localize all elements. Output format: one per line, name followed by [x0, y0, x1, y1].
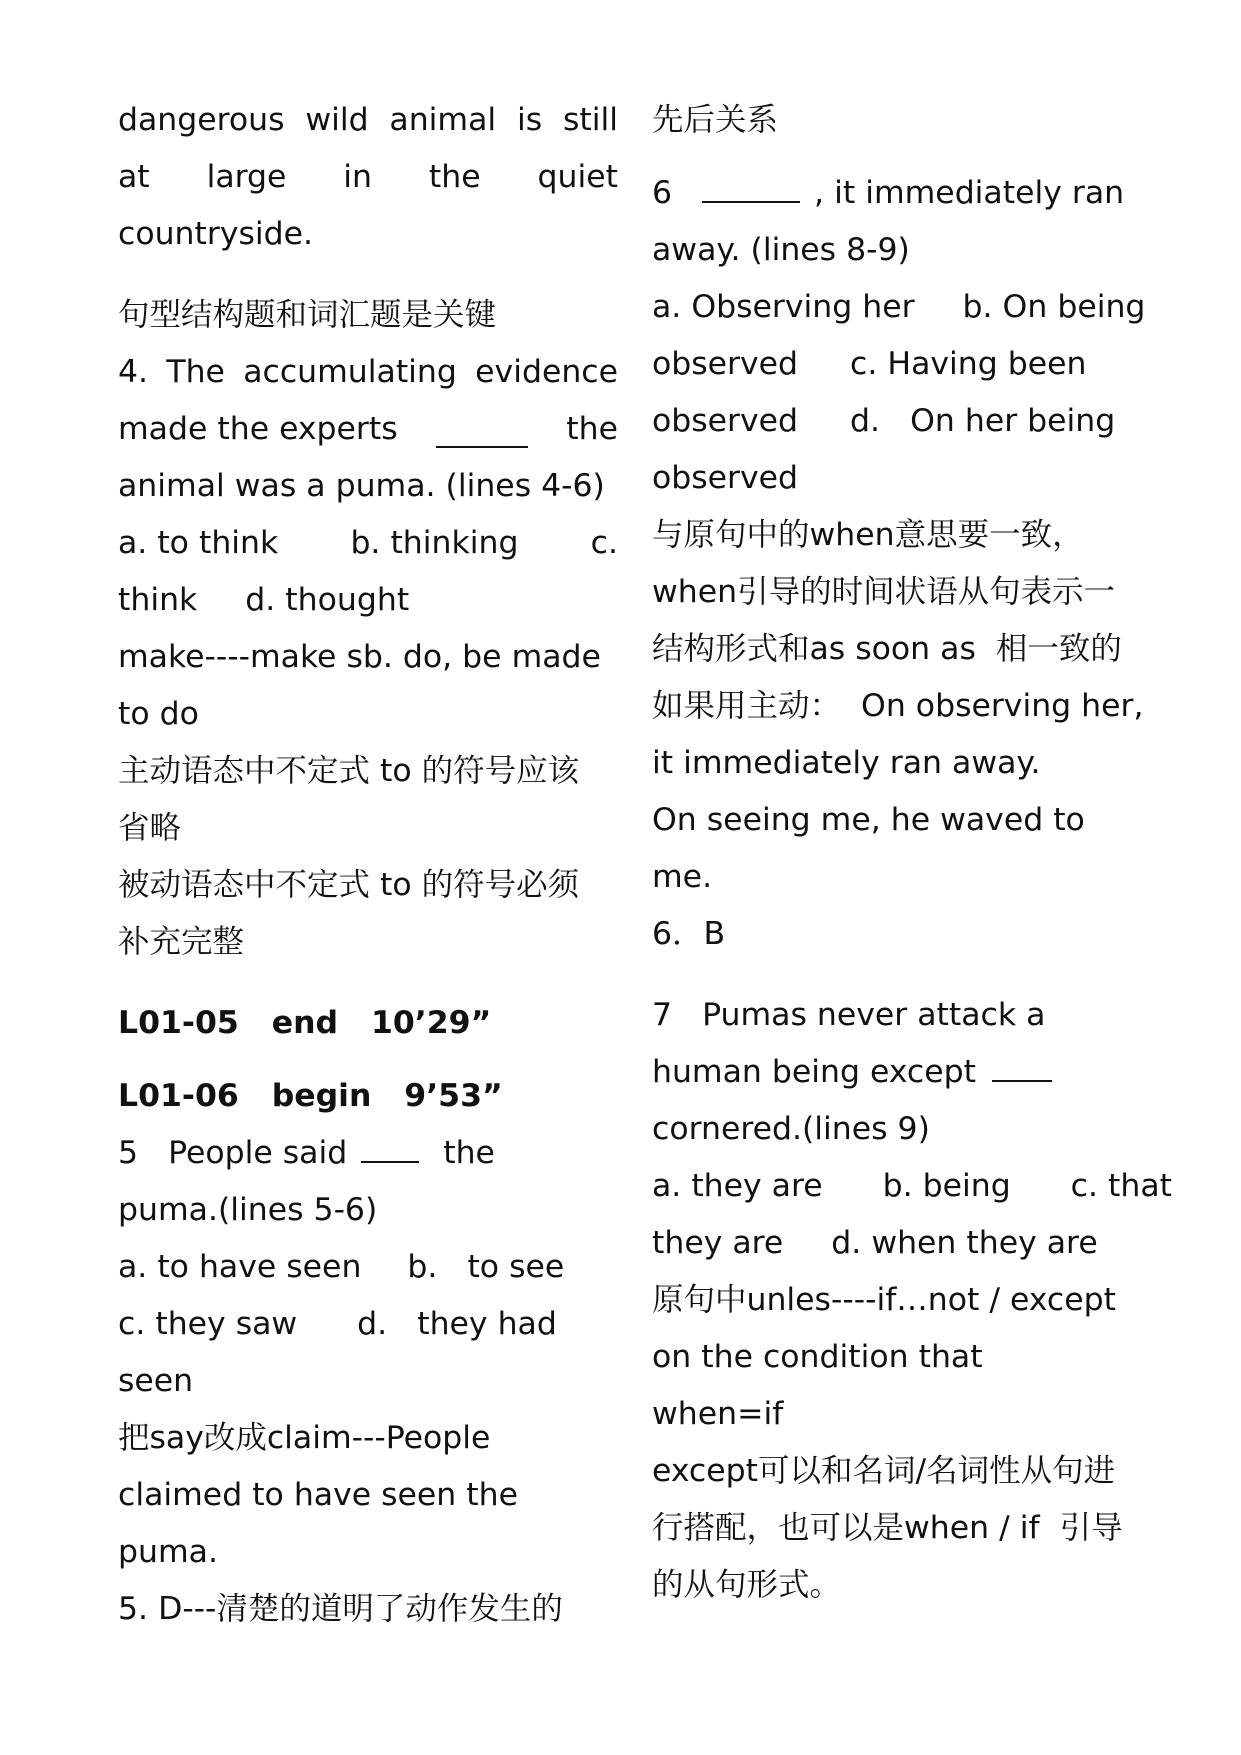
q7-note-1: 原句中unles----if…not / except [652, 1282, 1116, 1318]
q6-note-4: 如果用主动： On observing her, [652, 688, 1144, 724]
q7-options-line-1 [652, 1158, 1172, 1215]
q7-option: b. being [882, 1168, 1011, 1204]
q6-note-7: me. [652, 859, 713, 895]
q4-option: d. thought [245, 582, 410, 618]
q6-options-line-2 [652, 336, 1172, 393]
q5-option: d. they had [357, 1306, 557, 1342]
q7-note-4: except可以和名词/名词性从句进 [652, 1453, 1116, 1489]
q6-option: b. On being [962, 289, 1146, 325]
q5-text: the [443, 1135, 495, 1171]
q7-note-2: on the condition that [652, 1339, 983, 1375]
q5-option: a. to have seen [118, 1249, 362, 1285]
q4-heading: 句型结构题和词汇题是关键 [118, 297, 497, 333]
q6-option: c. Having been [850, 346, 1087, 382]
q4-text: the [566, 411, 618, 447]
q4-options-line-2 [118, 572, 618, 629]
q5-options-line-3: seen [118, 1363, 194, 1399]
q5-answer-blank [361, 1160, 419, 1163]
q4-option: think [118, 582, 198, 618]
q6-note-5: it immediately ran away. [652, 745, 1041, 781]
active-note-line-2: 省略 [118, 810, 182, 846]
q6-note-3: 结构形式和as soon as 相一致的 [652, 631, 1122, 667]
q4-options-line-1 [118, 515, 618, 572]
passive-note-line-2: 补充完整 [118, 924, 245, 960]
q7-note-6: 的从句形式。 [652, 1567, 842, 1603]
q6-option: observed [652, 403, 799, 439]
word: wild [305, 102, 369, 138]
word: is [516, 102, 543, 138]
q7-answer-blank [992, 1079, 1052, 1082]
word: The [166, 354, 225, 390]
word: the [428, 159, 481, 195]
word: animal [389, 102, 497, 138]
q7-option: c. that [1070, 1168, 1172, 1204]
make-note-line-2: to do [118, 696, 199, 732]
active-note-line-1: 主动语态中不定式 to 的符号应该 [118, 753, 580, 789]
passive-note-line-1: 被动语态中不定式 to 的符号必须 [118, 867, 580, 903]
answer-6: 6．B [652, 916, 726, 952]
intro-line-2 [118, 149, 618, 206]
q4-option: b. thinking [350, 525, 519, 561]
word: in [343, 159, 373, 195]
q6-options-line-3 [652, 393, 1172, 450]
word: 4. [118, 354, 149, 390]
word: at [118, 159, 150, 195]
q7-note-3: when=if [652, 1396, 784, 1432]
q6-text: , it immediately ran [814, 175, 1125, 211]
q7-option: a. they are [652, 1168, 823, 1204]
q7-options-line-2 [652, 1215, 1172, 1272]
q5-option: b. to see [407, 1249, 565, 1285]
q5-options-line-2 [118, 1296, 618, 1353]
q4-line-2 [118, 401, 618, 458]
q4-option: a. to think [118, 525, 279, 561]
word: evidence [475, 354, 618, 390]
q4-option: c. [590, 525, 618, 561]
lesson-begin-marker: L01-06 begin 9’53” [118, 1078, 503, 1114]
q6-note-6: On seeing me, he waved to [652, 802, 1085, 838]
intro-line-1 [118, 92, 618, 149]
word: quiet [537, 159, 618, 195]
answer-5-line-2: 先后关系 [652, 102, 779, 138]
claim-note-line-3: puma. [118, 1534, 218, 1570]
q6-number: 6 [652, 175, 673, 211]
q5-option: c. they saw [118, 1306, 298, 1342]
answer-5-line-1: 5. D---清楚的道明了动作发生的 [118, 1591, 563, 1627]
q7-option: d. when they are [831, 1225, 1098, 1261]
make-note-line-1: make----make sb. do, be made [118, 639, 601, 675]
q6-option: d. On her being [850, 403, 1116, 439]
q7-line-3: cornered.(lines 9) [652, 1111, 930, 1147]
word: dangerous [118, 102, 285, 138]
q5-line-2: puma.(lines 5-6) [118, 1192, 378, 1228]
q5-line-1 [118, 1125, 618, 1182]
claim-note-line-1: 把say改成claim---People [118, 1420, 491, 1456]
word: large [206, 159, 287, 195]
q6-note-1: 与原句中的when意思要一致， [652, 517, 1084, 553]
q4-line-1 [118, 344, 618, 401]
intro-line-3: countryside. [118, 216, 314, 252]
q7-line-1: 7 Pumas never attack a [652, 997, 1046, 1033]
claim-note-line-2: claimed to have seen the [118, 1477, 518, 1513]
q6-line-1 [652, 165, 1172, 222]
lesson-end-marker: L01-05 end 10’29” [118, 1005, 492, 1041]
q7-text: human being except [652, 1054, 976, 1090]
q7-note-5: 行搭配，也可以是when / if 引导 [652, 1510, 1123, 1546]
word: still [562, 102, 618, 138]
left-column [118, 92, 618, 1638]
q6-options-line-4: observed [652, 460, 799, 496]
q7-line-2 [652, 1044, 1172, 1101]
q4-answer-blank [436, 445, 528, 448]
q6-answer-blank [702, 200, 800, 203]
q5-text: 5 People said [118, 1135, 348, 1171]
q6-options-line-1 [652, 279, 1172, 336]
word: accumulating [243, 354, 457, 390]
q5-options-line-1 [118, 1239, 618, 1296]
q4-text: made the experts [118, 411, 398, 447]
q7-option: they are [652, 1225, 784, 1261]
q6-note-2: when引导的时间状语从句表示一 [652, 574, 1116, 610]
q6-option: a. Observing her [652, 289, 915, 325]
q6-line-2: away. (lines 8-9) [652, 232, 910, 268]
right-column [652, 92, 1172, 1614]
q6-option: observed [652, 346, 799, 382]
q4-line-3: animal was a puma. (lines 4-6) [118, 468, 605, 504]
